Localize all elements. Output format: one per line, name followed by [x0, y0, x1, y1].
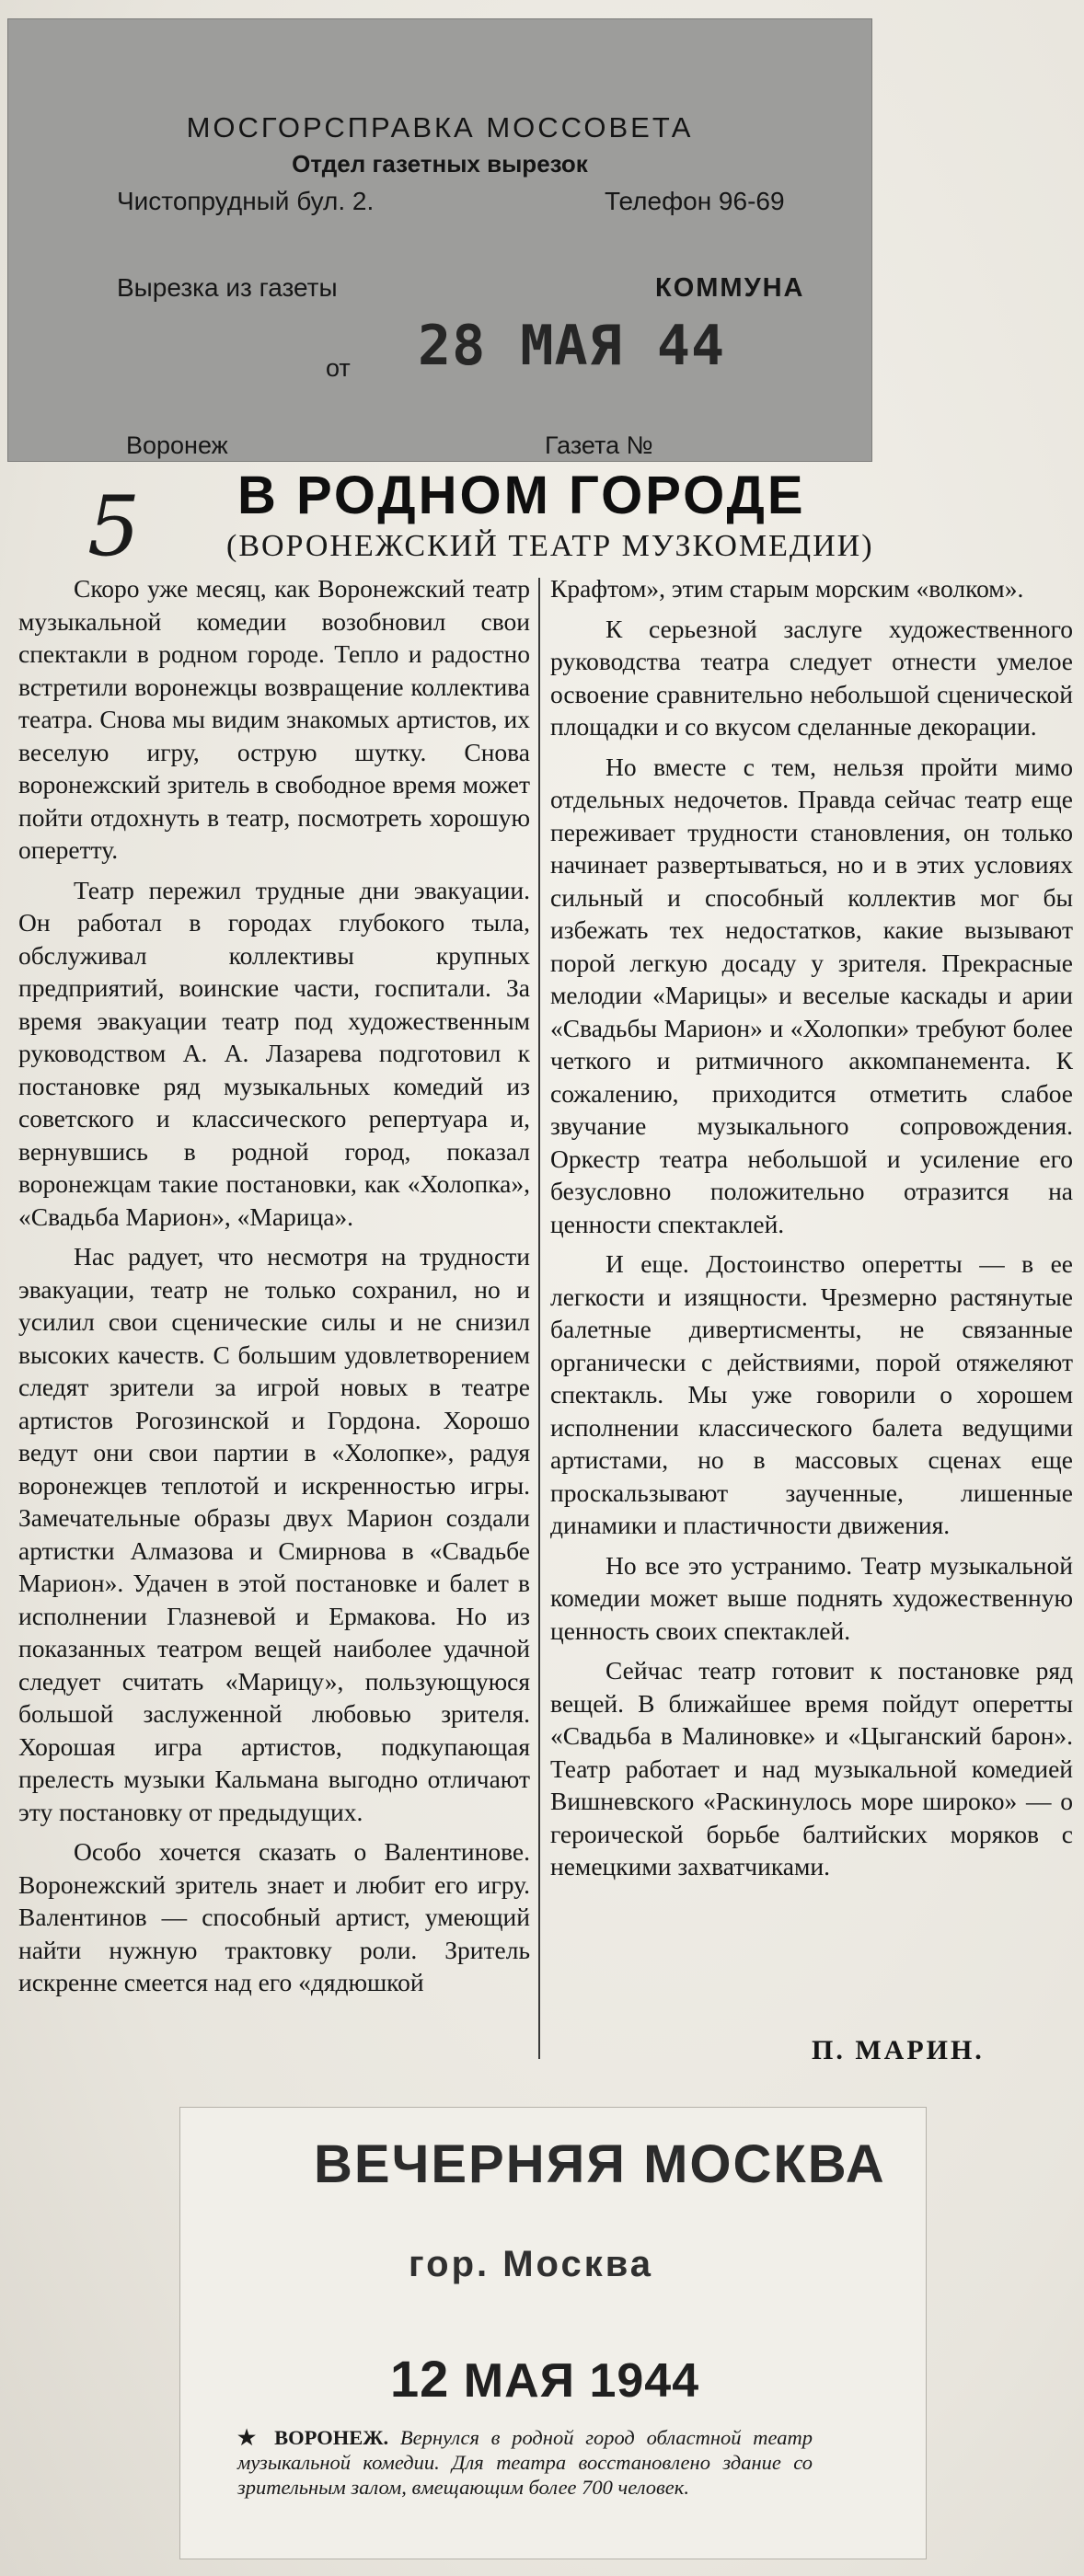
- date-month-year: МАЯ 1944: [463, 2354, 700, 2408]
- paragraph: Особо хочется сказать о Валентинове. Воронежский зритель знает и любит его игру. Валентинов — способный артист, умеющий найти нужную трактовку роли. Зритель искренне смеется над его «дядюшкой: [18, 1837, 530, 1996]
- handwritten-number: 5: [87, 478, 141, 575]
- paragraph: Но вместе с тем, нельзя пройти мимо отдельных недочетов. Правда сейчас театр еще переживает трудности становления, он только начинает развертываться, но и в этих условиях сильный и способный коллектив мог бы избежать тех недостатков, какие вызывают порой легкую досаду у зрителя. Прекрасные мелодии «Марицы» и веселые каскады и арии «Свадьбы Марион» и «Холопки» требуют более четкого и ритмичного аккомпанемента. К сожалению, приходится отметить слабое звучание музыкального сопровождения. Оркестр театра небольшой и усиление его безусловно положительно отразится на ценности спектаклей.: [550, 752, 1073, 1238]
- second-city: гор. Москва: [409, 2244, 654, 2284]
- paragraph: К серьезной заслуге художественного руководства театра следует отнести умелое освоение сравнительно небольшой сценической площадки и со вкусом сделанные декорации.: [550, 614, 1073, 741]
- date-stamp: 28 МАЯ 44: [418, 314, 726, 378]
- org-name: МОСГОРСПРАВКА МОССОВЕТА: [186, 111, 694, 144]
- article-author: П. МАРИН.: [812, 2035, 985, 2065]
- department-name: Отдел газетных вырезок: [292, 150, 588, 178]
- second-clipping: [179, 2107, 927, 2559]
- clipping-header-stamp: [7, 18, 872, 462]
- paragraph: Сейчас театр готовит к постановке ряд вещей. В ближайшее время пойдут оперетты «Свадьба в Малиновке» и «Цыганский барон». Театр работает и над музыкальной комедией Вишневского «Раскинулось море широко» — о героической борьбе балтийских моряков с немецкими захватчиками.: [550, 1656, 1073, 1880]
- city-label: Воронеж: [126, 431, 228, 459]
- article-column-2: [550, 572, 1073, 1891]
- date-prefix: от: [326, 354, 351, 382]
- newspaper-name: КОММУНА: [655, 273, 805, 303]
- paragraph: Скоро уже месяц, как Воронежский театр музыкальной комедии возобновил свои спектакли в родном городе. Тепло и радостно встретили воронежцы возвращение коллектива театра. Снова мы видим знакомых артистов, их веселую игру, острую шутку. Снова воронежский зритель в свободное время может пойти отдохнуть в театр, посмотреть хорошую оперетту.: [18, 574, 530, 864]
- paragraph: Но все это устранимо. Театр музыкальной комедии может выше поднять художественную ценность своих спектаклей.: [550, 1550, 1073, 1645]
- second-newspaper-name: ВЕЧЕРНЯЯ МОСКВА: [314, 2134, 886, 2194]
- news-lead: ★ ВОРОНЕЖ.: [237, 2426, 389, 2449]
- article-title: В РОДНОМ ГОРОДЕ: [237, 466, 806, 525]
- phone: Телефон 96-69: [605, 187, 785, 215]
- paragraph: Театр пережил трудные дни эвакуации. Он работал в городах глубокого тыла, обслуживал коллективы крупных предприятий, воинские части, госпитали. За время эвакуации театр под художественным руководством А. А. Лазарева подготовил к постановке ряд музыкальных комедий из советского и классического репертуара и, вернувшись в родной город, показал воронежцам такие постановки, как «Холопка», «Свадьба Марион», «Марица».: [18, 875, 530, 1231]
- article-column-1: [18, 572, 530, 2007]
- date-day: 12: [390, 2350, 450, 2408]
- gazeta-number-label: Газета №: [545, 431, 653, 459]
- news-body: Вернулся в родной город областной театр музыкальной комедии. Для театра восстановлено здание со зрительным залом, вмещающим более 700 человек.: [237, 2426, 813, 2499]
- column-divider: [538, 578, 540, 2059]
- paragraph: Крафтом», этим старым морским «волком».: [550, 574, 1024, 603]
- news-item: [237, 2425, 813, 2500]
- clipping-from-label: Вырезка из газеты: [117, 273, 338, 302]
- address: Чистопрудный бул. 2.: [117, 187, 375, 215]
- article-subtitle: (ВОРОНЕЖСКИЙ ТЕАТР МУЗКОМЕДИИ): [226, 529, 874, 563]
- second-date-stamp: [390, 2349, 699, 2409]
- paragraph: Нас радует, что несмотря на трудности эвакуации, театр не только сохранил, но и усилил свои сценические силы и не снизил высоких качеств. С большим удовлетворением следят зрители за игрой новых в театре артистов Рогозинской и Гордона. Хорошо ведут они свои партии в «Холопке», радуя воронежцев теплотой и искренностью игры. Замечательные образы двух Марион создали артистки Алмазова и Смирнова в «Свадьбе Марион». Удачен в этой постановке и балет в исполнении Глазневой и Ермакова. Но из показанных театром вещей наиболее удачной следует считать «Марицу», пользующуюся большой заслуженной любовью зрителя. Хорошая игра артистов, подкупающая прелесть музыки Кальмана выгодно отличают эту постановку от предыдущих.: [18, 1242, 530, 1826]
- paragraph: И еще. Достоинство оперетты — в ее легкости и изящности. Чрезмерно растянутые балетные дивертисменты, не связанные органически с действиями, порой отяжеляют спектакль. Мы уже говорили о хорошем исполнении классического балета ведущими артистами, но в массовых сценах еще проскальзывают заученные, лишенные динамики и пластичности движения.: [550, 1249, 1073, 1539]
